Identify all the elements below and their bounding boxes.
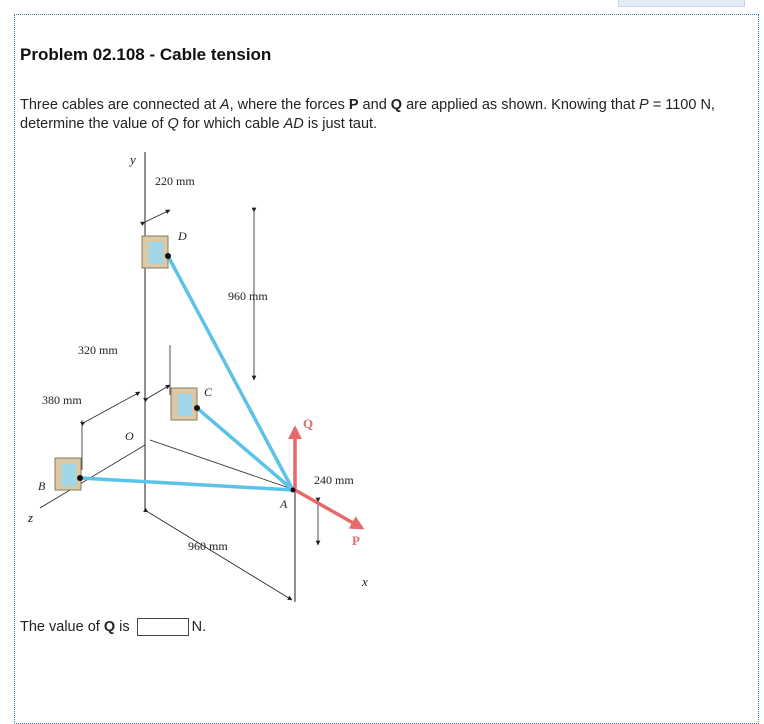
dim-line-220 bbox=[145, 210, 170, 222]
label-380: 380 mm bbox=[42, 393, 82, 407]
label-q: Q bbox=[303, 416, 314, 431]
cable-ac bbox=[197, 408, 293, 490]
label-240: 240 mm bbox=[314, 473, 354, 487]
problem-title: Problem 02.108 - Cable tension bbox=[20, 45, 272, 64]
answer-input[interactable] bbox=[137, 618, 189, 636]
support-d bbox=[142, 236, 171, 268]
label-z: z bbox=[28, 510, 34, 525]
answer-line bbox=[20, 618, 206, 636]
answer-unit: N. bbox=[191, 619, 207, 635]
label-960-vertical: 960 mm bbox=[228, 289, 268, 303]
label-220: 220 mm bbox=[155, 174, 195, 188]
force-p-arrow bbox=[295, 490, 362, 528]
label-b: B bbox=[38, 479, 46, 493]
dim-line-960-horizontal bbox=[148, 512, 292, 600]
label-x: x bbox=[362, 574, 368, 589]
label-d: D bbox=[178, 229, 187, 243]
label-p: P bbox=[352, 533, 360, 548]
support-b bbox=[55, 458, 83, 490]
answer-q-label: Q bbox=[103, 619, 116, 635]
label-320: 320 mm bbox=[78, 343, 118, 357]
label-o: O bbox=[125, 429, 134, 443]
label-a: A bbox=[280, 497, 288, 511]
dim-line-380 bbox=[85, 392, 140, 422]
answer-is: is bbox=[115, 619, 134, 635]
cable-figure bbox=[0, 140, 400, 610]
cable-ab bbox=[80, 478, 293, 490]
label-y: y bbox=[130, 152, 136, 167]
problem-statement: Three cables are connected at A, where the forces P and Q are applied as shown. Knowing that P = 1100 N, determine the value of Q for which cable AD is just taut. bbox=[20, 97, 715, 132]
support-c bbox=[171, 388, 200, 420]
top-tab bbox=[618, 0, 745, 7]
dim-line-320 bbox=[148, 385, 170, 398]
label-960-horizontal: 960 mm bbox=[188, 539, 228, 553]
point-a-marker bbox=[291, 488, 296, 493]
answer-prefix: The value of bbox=[20, 619, 104, 635]
label-c: C bbox=[204, 385, 213, 399]
